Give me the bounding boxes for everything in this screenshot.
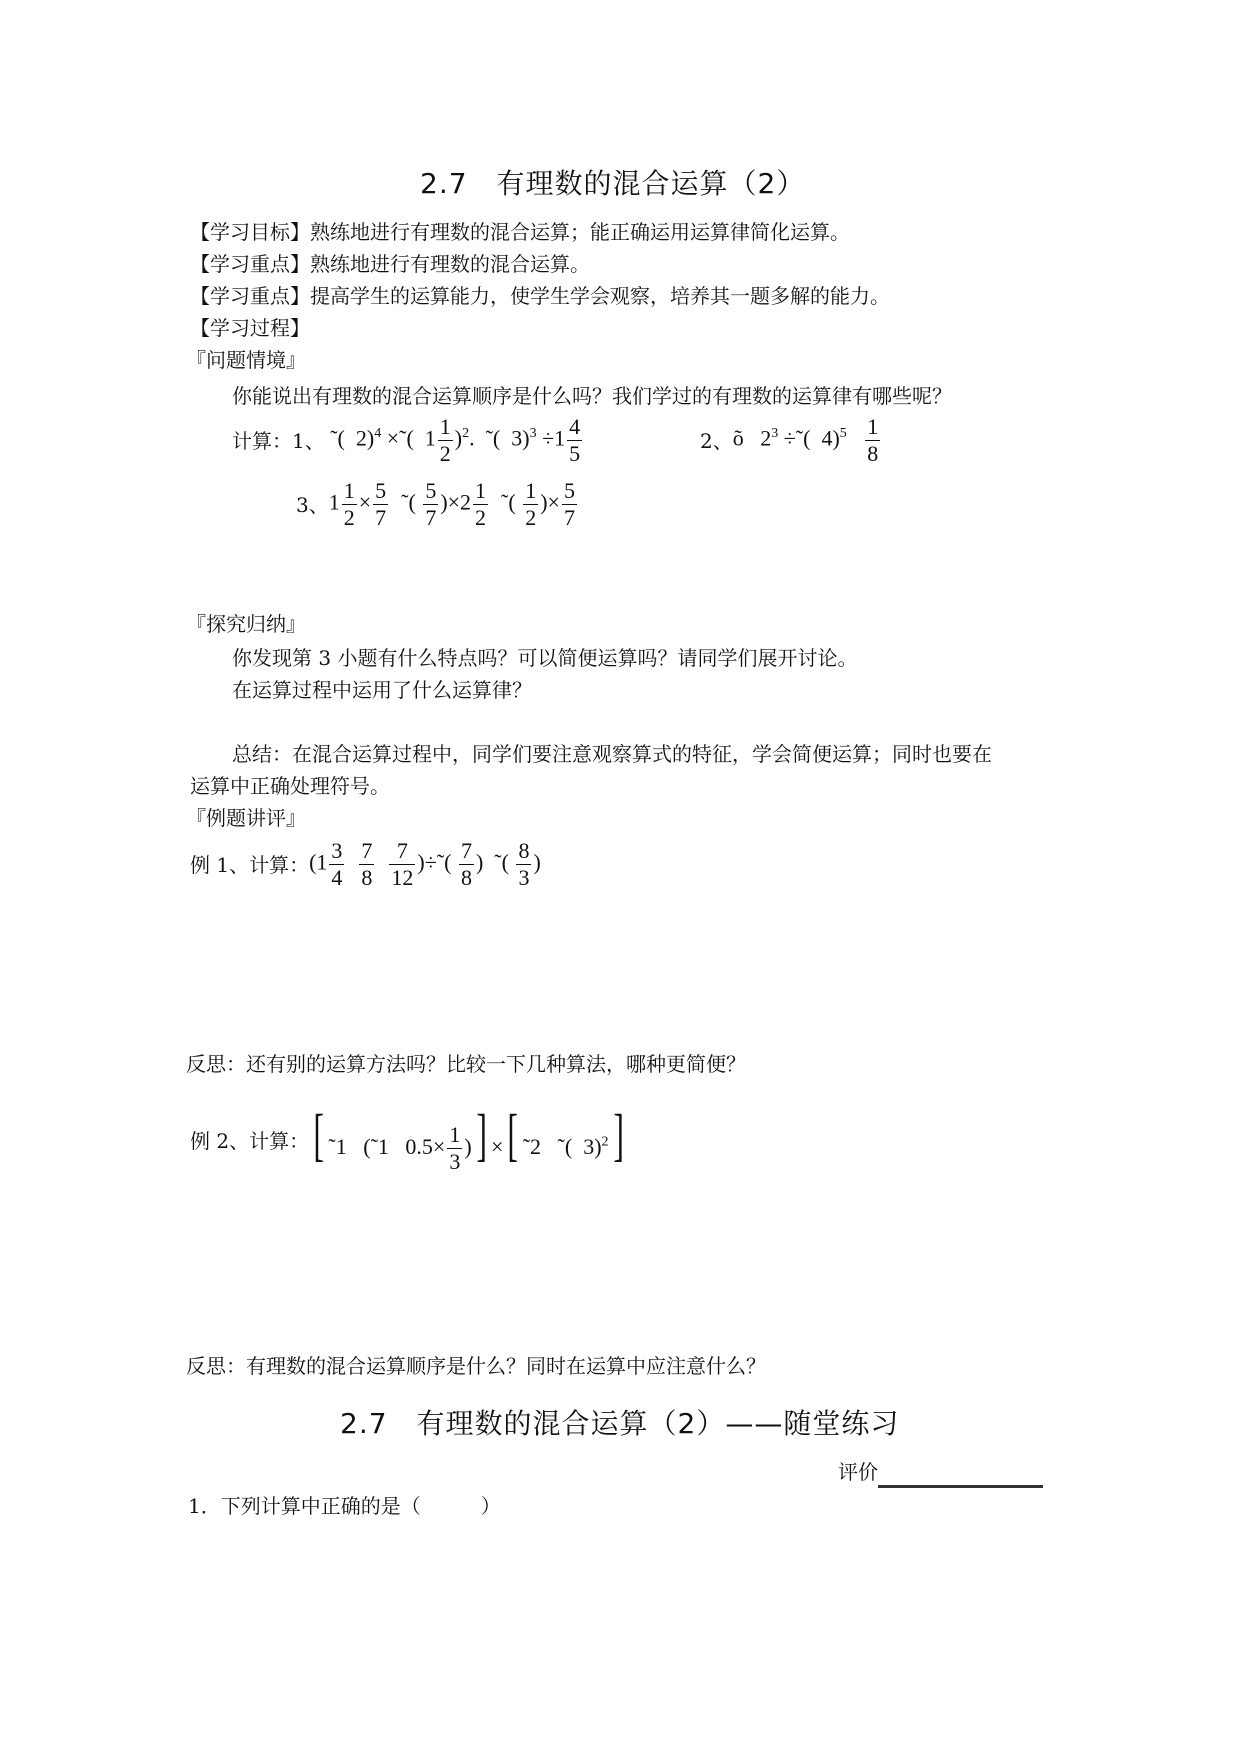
practice-question-1: 1．下列计算中正确的是（ ）: [188, 1494, 501, 1518]
reflection-2: 反思：有理数的混合运算顺序是什么？同时在运算中应注意什么？: [186, 1354, 766, 1378]
example-2-expr: [ ˜1 (˜1 0.5× $\frac{1}{3}$ )] ×[ ˜2 ˜( 3)$^2$]: [313, 1102, 624, 1175]
examples-heading: 『例题讲评』: [186, 806, 306, 830]
example-1-expr: (1 $\frac{3}{4}$ $\frac{7}{8}$ $\frac{7}{12}$ )÷˜( $\frac{7}{8}$ ) ˜( $\frac{8}{3}$ ): [309, 838, 541, 890]
ex1-label: 例 1、计算：: [190, 852, 310, 877]
key2-tag: 【学习重点】: [190, 284, 310, 308]
summary-line-1: 总结：在混合运算过程中，同学们要注意观察算式的特征，学会简便运算；同时也要在: [232, 742, 992, 766]
reflection-1: 反思：还有别的运算方法吗？比较一下几种算法，哪种更简便？: [186, 1052, 746, 1076]
process-tag: 【学习过程】: [190, 316, 310, 340]
situation-question: 你能说出有理数的混合运算顺序是什么吗？我们学过的有理数的运算律有哪些呢？: [232, 384, 952, 408]
key2-text: 提高学生的运算能力，使学生学会观察，培养其一题多解的能力。: [310, 284, 890, 308]
situation-heading: 『问题情境』: [186, 348, 306, 372]
objective-key: [190, 248, 590, 280]
objective-goal: [190, 216, 850, 248]
problem-3-expr: 1 $\frac{1}{2}$ × $\frac{5}{7}$ ˜( $\frac{5}{7}$ )×2 $\frac{1}{2}$ ˜( $\frac{1}{2}$ )× $\frac{5}{7}$: [328, 478, 575, 530]
explore-line-1: 你发现第 3 小题有什么特点吗？可以简便运算吗？请同学们展开讨论。: [232, 646, 858, 670]
example-2: [190, 1102, 628, 1175]
summary-line-2: 运算中正确处理符号。: [190, 774, 390, 798]
evaluation: [838, 1456, 1043, 1488]
objective-key2: [190, 280, 890, 312]
goal-text: 熟练地进行有理数的混合运算；能正确运用运算律简化运算。: [310, 220, 850, 244]
q3-label: 3、: [296, 492, 329, 517]
problem-2: [700, 414, 882, 467]
explore-line-2: 在运算过程中运用了什么运算律？: [232, 678, 532, 702]
goal-tag: 【学习目标】: [190, 220, 310, 244]
practice-title: 2.7 有理数的混合运算（2）——随堂练习: [340, 1407, 900, 1440]
calc-label: 计算：1、: [232, 428, 325, 453]
key-text: 熟练地进行有理数的混合运算。: [310, 252, 590, 276]
page-title: 2.7 有理数的混合运算（2）: [420, 167, 806, 200]
q2-label: 2、: [700, 428, 733, 453]
explore-heading: 『探究归纳』: [186, 612, 306, 636]
eval-blank[interactable]: [878, 1463, 1043, 1488]
problem-1-expr: ˜( 2)$^4$ ×˜( 1 $\frac{1}{2}$ )$^2$. ˜( 3)$^3$ ÷1 $\frac{4}{5}$: [324, 414, 581, 466]
problem-1: [232, 414, 584, 467]
ex2-label: 例 2、计算：: [190, 1128, 310, 1153]
key-tag: 【学习重点】: [190, 252, 310, 276]
problem-2-expr: õ $2^3$ ÷˜( 4)$^5$ $\frac{1}{8}$: [732, 414, 879, 466]
problem-3: [296, 478, 579, 531]
eval-label: 评价: [838, 1460, 878, 1484]
example-1: [190, 838, 541, 891]
